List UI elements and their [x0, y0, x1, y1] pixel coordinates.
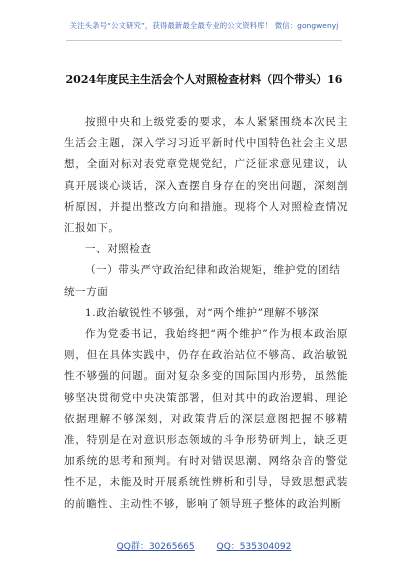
header-banner: 关注头条号“公文研究”，获得最新最全最专业的公文资料库！ 微信：gongwenyj: [69, 21, 339, 30]
body-paragraph: 作为党委书记，我始终把“两个维护”作为根本政治原则，但在具体实践中，仍存在政治站位不够高、政治敏锐性不够强的问题。面对复杂多变的国际国内形势，虽然能够坚决贯彻党中央决策部署，但对其中的政治逻辑、理论依据理解不够深刻，对政策背后的深层意图把握不够精准，特别是在对意识形态领域的斗争形势研判上，缺乏更加系统的思考和预判。有时对错误思潮、网络杂音的警觉性不足，未能及时开展系统性辨析和引导，导致思想武装的前瞻性、主动性不够，影响了领导班子整体的政治判断: [64, 328, 348, 510]
document-title: 2024年度民主生活会个人对照检查材料（四个带头）16: [65, 73, 343, 86]
header-divider: [66, 40, 342, 41]
item-heading: 1.政治敏锐性不够强，对“两个维护”理解不够深: [85, 306, 320, 319]
intro-paragraph: 按照中央和上级党委的要求，本人紧紧围绕本次民主生活会主题，深入学习习近平新时代中国特色社会主义思想，全面对标对表党章党规党纪，广泛征求意见建议，认真开展谈心谈话，深入查摆自身存在的突出问题，深刻剖析原因，并提出整改方向和措施。现将个人对照检查情况汇报如下。: [64, 116, 348, 235]
qq-group-link[interactable]: QQ群：30265665: [116, 542, 195, 552]
footer-contact: [0, 539, 408, 552]
subsection-heading: （一）带头严守政治纪律和政治规矩，维护党的团结统一方面: [64, 264, 341, 298]
qq-contact-link[interactable]: QQ：535304092: [216, 542, 292, 552]
document-body: [64, 112, 348, 515]
section-heading: 一、对照检查: [85, 243, 152, 256]
